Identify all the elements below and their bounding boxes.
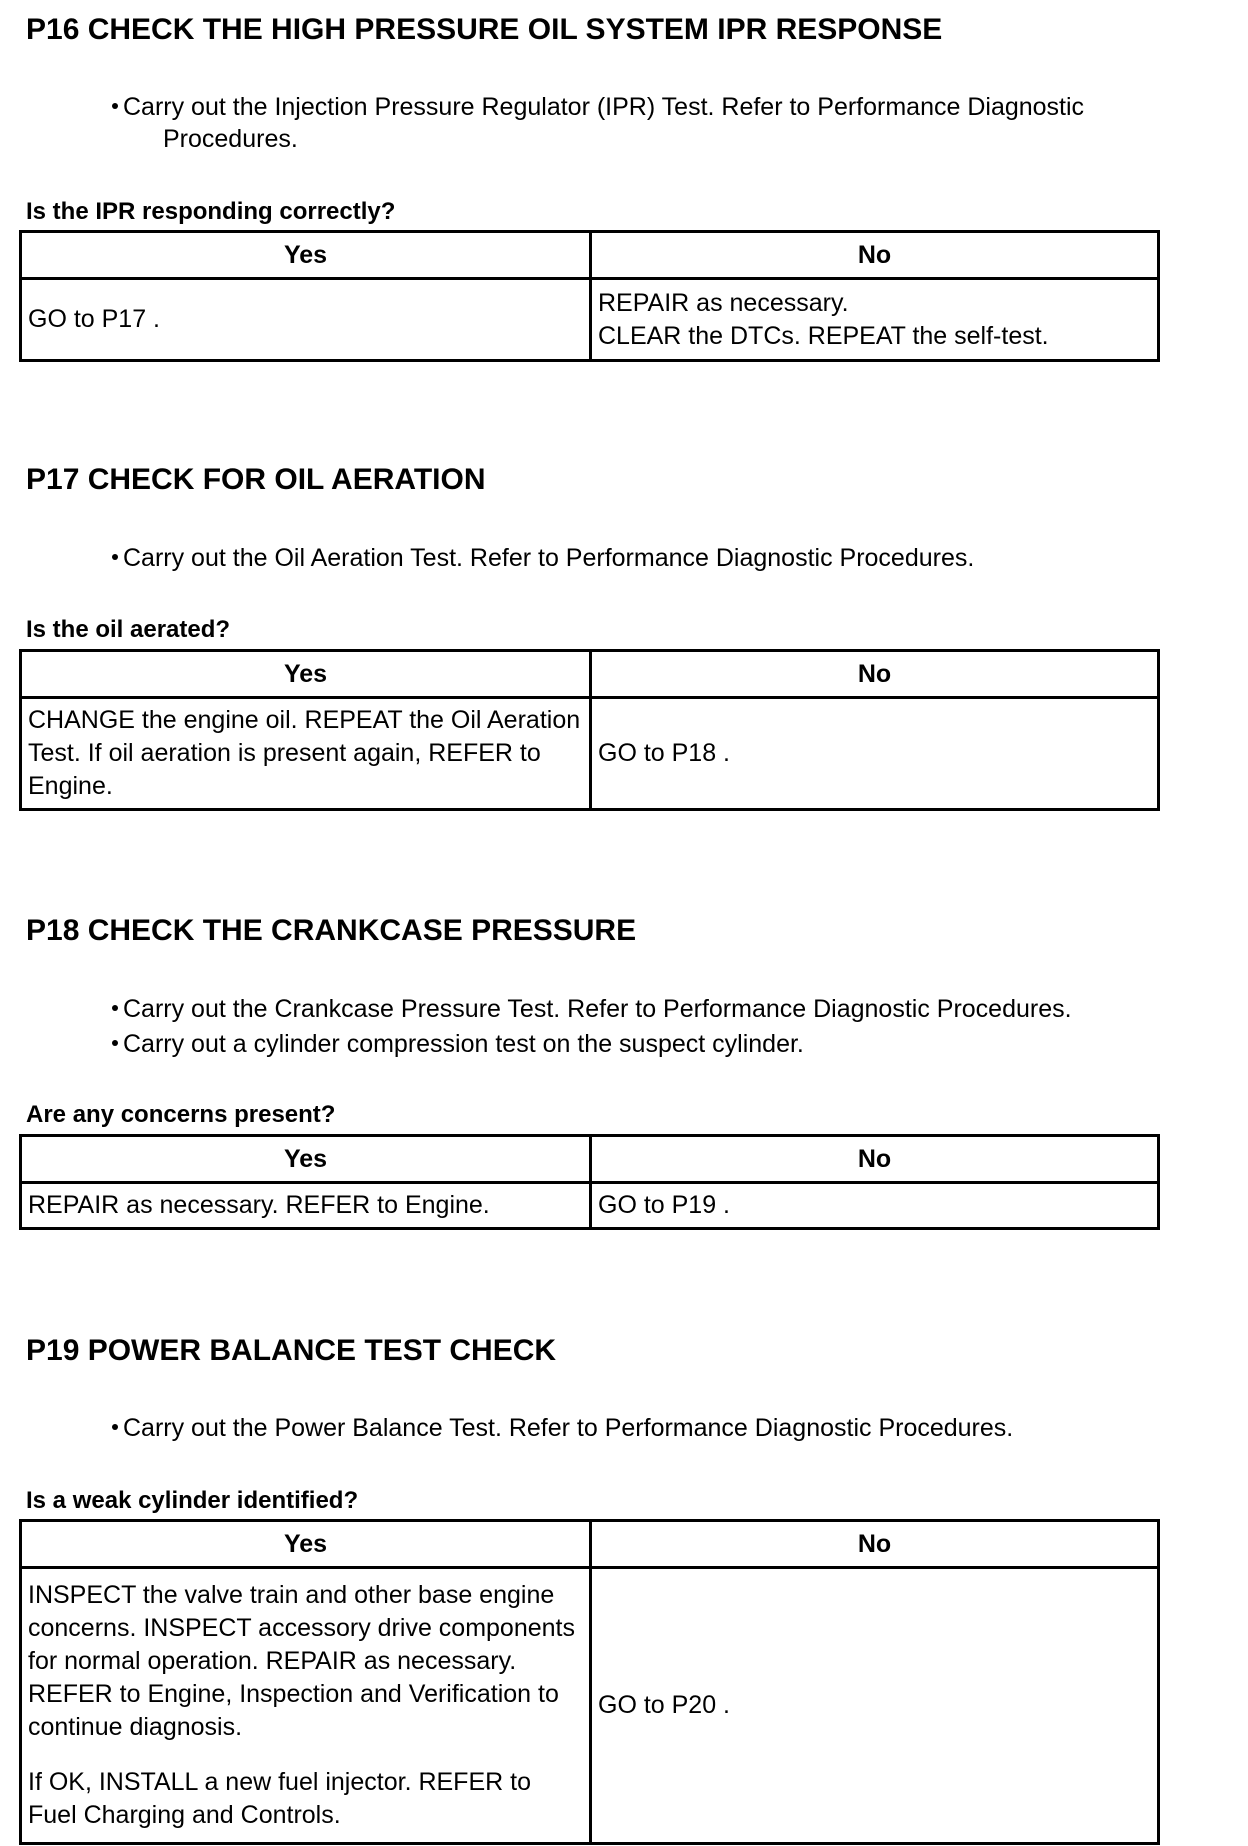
instruction-bullet	[112, 542, 974, 574]
yes-cell	[21, 698, 591, 810]
no-text: REPAIR as necessary.	[598, 288, 849, 317]
no-text: CLEAR the DTCs. REPEAT the self-test.	[598, 321, 1049, 350]
instruction-text-continued: Procedures.	[163, 125, 298, 153]
decision-table-p17	[19, 649, 1160, 811]
instruction-bullet	[112, 91, 1084, 155]
bullet-icon	[112, 1424, 118, 1430]
header-no: No	[591, 232, 1159, 279]
decision-table-p16	[19, 230, 1160, 362]
instruction-bullet	[112, 1412, 1013, 1444]
header-no: No	[591, 1521, 1159, 1568]
question-p18: Are any concerns present?	[26, 1101, 336, 1128]
no-text: GO to P18 .	[598, 739, 731, 767]
yes-text: GO to P17 .	[28, 305, 161, 333]
instruction-text: Carry out the Oil Aeration Test. Refer to Performance Diagnostic Procedures.	[123, 544, 975, 572]
no-cell	[591, 1568, 1159, 1844]
instruction-text: Carry out a cylinder compression test on the suspect cylinder.	[123, 1030, 804, 1058]
question-p16: Is the IPR responding correctly?	[26, 198, 396, 225]
yes-text: REPAIR as necessary. REFER to Engine.	[28, 1191, 490, 1219]
section-title-p18: P18 CHECK THE CRANKCASE PRESSURE	[26, 914, 637, 947]
decision-table-p18	[19, 1134, 1160, 1230]
instruction-text: Carry out the Power Balance Test. Refer to Performance Diagnostic Procedures.	[123, 1414, 1014, 1442]
no-cell	[591, 279, 1159, 361]
section-title-p16: P16 CHECK THE HIGH PRESSURE OIL SYSTEM IPR RESPONSE	[26, 13, 943, 46]
header-yes: Yes	[21, 1521, 591, 1568]
bullet-icon	[112, 103, 118, 109]
header-yes: Yes	[21, 1136, 591, 1183]
instruction-text: Carry out the Crankcase Pressure Test. Refer to Performance Diagnostic Procedures.	[123, 995, 1072, 1023]
instruction-bullet	[112, 1028, 804, 1060]
yes-cell	[21, 1568, 591, 1844]
no-text: GO to P19 .	[598, 1191, 731, 1219]
no-cell	[591, 1183, 1159, 1229]
section-title-p17: P17 CHECK FOR OIL AERATION	[26, 463, 486, 496]
bullet-icon	[112, 1040, 118, 1046]
bullet-icon	[112, 1005, 118, 1011]
bullet-icon	[112, 554, 118, 560]
yes-text: INSPECT the valve train and other base engine concerns. INSPECT accessory drive components for normal operation. REPAIR as necessary. REFER to Engine, Inspection and Verification to continue diagnosis.	[28, 1581, 575, 1741]
section-title-p19: P19 POWER BALANCE TEST CHECK	[26, 1334, 557, 1367]
question-p19: Is a weak cylinder identified?	[26, 1487, 359, 1514]
header-no: No	[591, 1136, 1159, 1183]
no-text: GO to P20 .	[598, 1691, 731, 1719]
yes-text: If OK, INSTALL a new fuel injector. REFER to Fuel Charging and Controls.	[28, 1768, 531, 1829]
instruction-bullet	[112, 993, 1072, 1025]
yes-cell	[21, 1183, 591, 1229]
yes-text: CHANGE the engine oil. REPEAT the Oil Aeration Test. If oil aeration is present again, REFER to Engine.	[28, 706, 581, 800]
no-cell	[591, 698, 1159, 810]
instruction-text: Carry out the Injection Pressure Regulator (IPR) Test. Refer to Performance Diagnostic	[123, 93, 1085, 121]
question-p17: Is the oil aerated?	[26, 616, 231, 643]
header-no: No	[591, 651, 1159, 698]
yes-cell	[21, 279, 591, 361]
header-yes: Yes	[21, 232, 591, 279]
header-yes: Yes	[21, 651, 591, 698]
decision-table-p19	[19, 1519, 1160, 1845]
